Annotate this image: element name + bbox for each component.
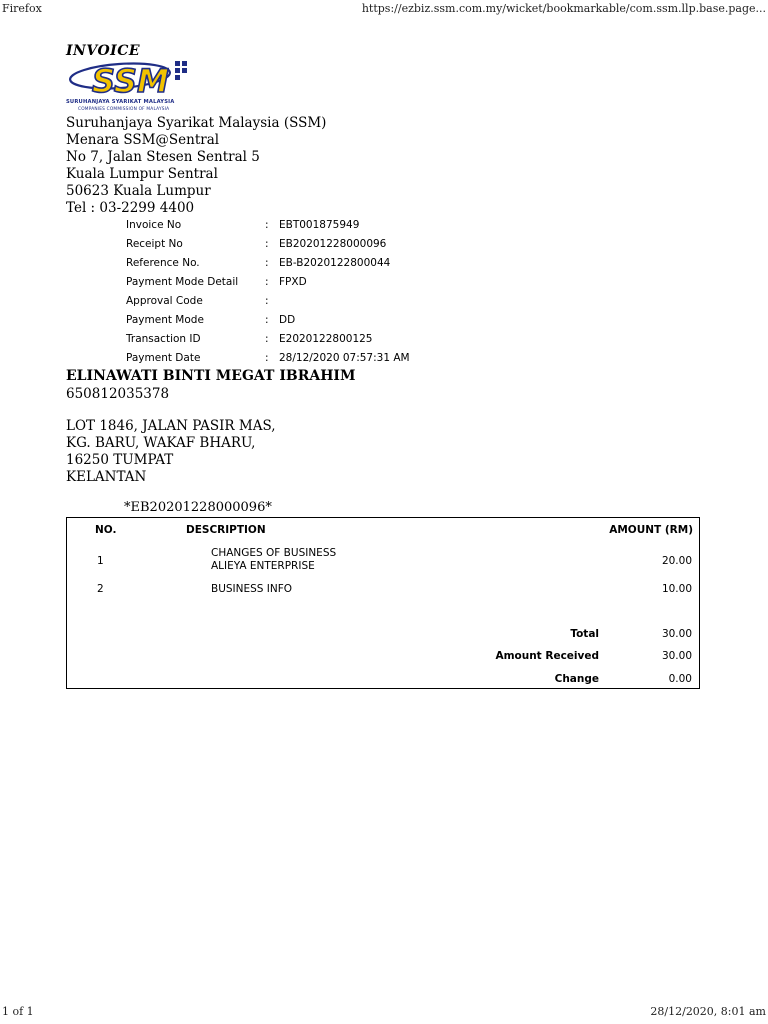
detail-row <box>126 257 546 276</box>
invoice-no-value: EBT001875949 <box>279 219 360 231</box>
items-table <box>66 517 700 689</box>
row-description-line: ALIEYA ENTERPRISE <box>211 560 315 572</box>
payment-mode-value: DD <box>279 314 296 326</box>
issuer-building: Menara SSM@Sentral <box>66 132 220 148</box>
logo-subtitle-malay: SURUHANJAYA SYARIKAT MALAYSIA <box>66 99 175 105</box>
receipt-no-value: EB20201228000096 <box>279 238 387 250</box>
amount-received-label: Amount Received <box>495 650 599 662</box>
detail-separator: : <box>265 314 269 326</box>
row-description <box>211 547 336 573</box>
row-description-line: CHANGES OF BUSINESS <box>211 547 337 559</box>
detail-row <box>126 219 546 238</box>
customer-address-line: KELANTAN <box>66 469 147 485</box>
row-amount: 20.00 <box>661 555 692 567</box>
detail-separator: : <box>265 219 269 231</box>
row-amount: 10.00 <box>661 583 692 595</box>
detail-label: Transaction ID <box>126 333 201 345</box>
detail-label: Payment Mode Detail <box>126 276 239 288</box>
payment-date-value: 28/12/2020 07:57:31 AM <box>279 352 410 364</box>
issuer-postcode-city: 50623 Kuala Lumpur <box>66 183 211 199</box>
row-no: 1 <box>97 555 104 567</box>
col-header-description: DESCRIPTION <box>186 524 266 536</box>
invoice-details <box>126 219 546 371</box>
detail-separator: : <box>265 257 269 269</box>
customer-address <box>66 418 276 486</box>
detail-row <box>126 314 546 333</box>
logo-wordmark: SSM <box>92 62 169 100</box>
print-header-title: Firefox <box>2 2 42 15</box>
detail-row <box>126 333 546 352</box>
issuer-street: No 7, Jalan Stesen Sentral 5 <box>66 149 260 165</box>
row-description: BUSINESS INFO <box>211 583 293 595</box>
total-value: 30.00 <box>661 628 692 640</box>
ssm-logo <box>64 56 198 118</box>
change-label: Change <box>554 673 599 685</box>
print-footer-datetime: 28/12/2020, 8:01 am <box>650 1005 766 1018</box>
logo-subtitle-english: COMPANIES COMMISSION OF MALAYSIA <box>78 107 170 112</box>
amount-received-value: 30.00 <box>661 650 692 662</box>
transaction-id-value: E2020122800125 <box>279 333 373 345</box>
issuer-area: Kuala Lumpur Sentral <box>66 166 218 182</box>
detail-label: Approval Code <box>126 295 203 307</box>
issuer-tel: Tel : 03-2299 4400 <box>66 200 195 216</box>
customer-address-line: KG. BARU, WAKAF BHARU, <box>66 435 256 451</box>
payment-mode-detail-value: FPXD <box>279 276 307 288</box>
detail-label: Payment Date <box>126 352 201 364</box>
detail-label: Invoice No <box>126 219 182 231</box>
detail-row <box>126 276 546 295</box>
detail-separator: : <box>265 276 269 288</box>
detail-label: Payment Mode <box>126 314 204 326</box>
customer-address-line: LOT 1846, JALAN PASIR MAS, <box>66 418 276 434</box>
barcode-text: *EB20201228000096* <box>124 500 272 515</box>
col-header-amount: AMOUNT (RM) <box>609 524 693 536</box>
col-header-no: NO. <box>95 524 117 536</box>
issuer-address <box>66 115 326 217</box>
customer-id: 650812035378 <box>66 386 170 402</box>
change-value: 0.00 <box>668 673 692 685</box>
detail-separator: : <box>265 238 269 250</box>
detail-separator: : <box>265 295 269 307</box>
print-header-url: https://ezbiz.ssm.com.my/wicket/bookmarkable/com.ssm.llp.base.page... <box>361 2 766 15</box>
print-footer-page: 1 of 1 <box>2 1005 34 1018</box>
detail-separator: : <box>265 352 269 364</box>
detail-row <box>126 238 546 257</box>
detail-label: Reference No. <box>126 257 200 269</box>
issuer-name: Suruhanjaya Syarikat Malaysia (SSM) <box>66 115 327 131</box>
detail-row <box>126 295 546 314</box>
row-no: 2 <box>97 583 104 595</box>
reference-no-value: EB-B2020122800044 <box>279 257 391 269</box>
invoice-title: INVOICE <box>66 43 141 59</box>
detail-label: Receipt No <box>126 238 183 250</box>
total-label: Total <box>570 628 599 640</box>
customer-address-line: 16250 TUMPAT <box>66 452 174 468</box>
detail-separator: : <box>265 333 269 345</box>
customer-name: ELINAWATI BINTI MEGAT IBRAHIM <box>66 368 356 384</box>
